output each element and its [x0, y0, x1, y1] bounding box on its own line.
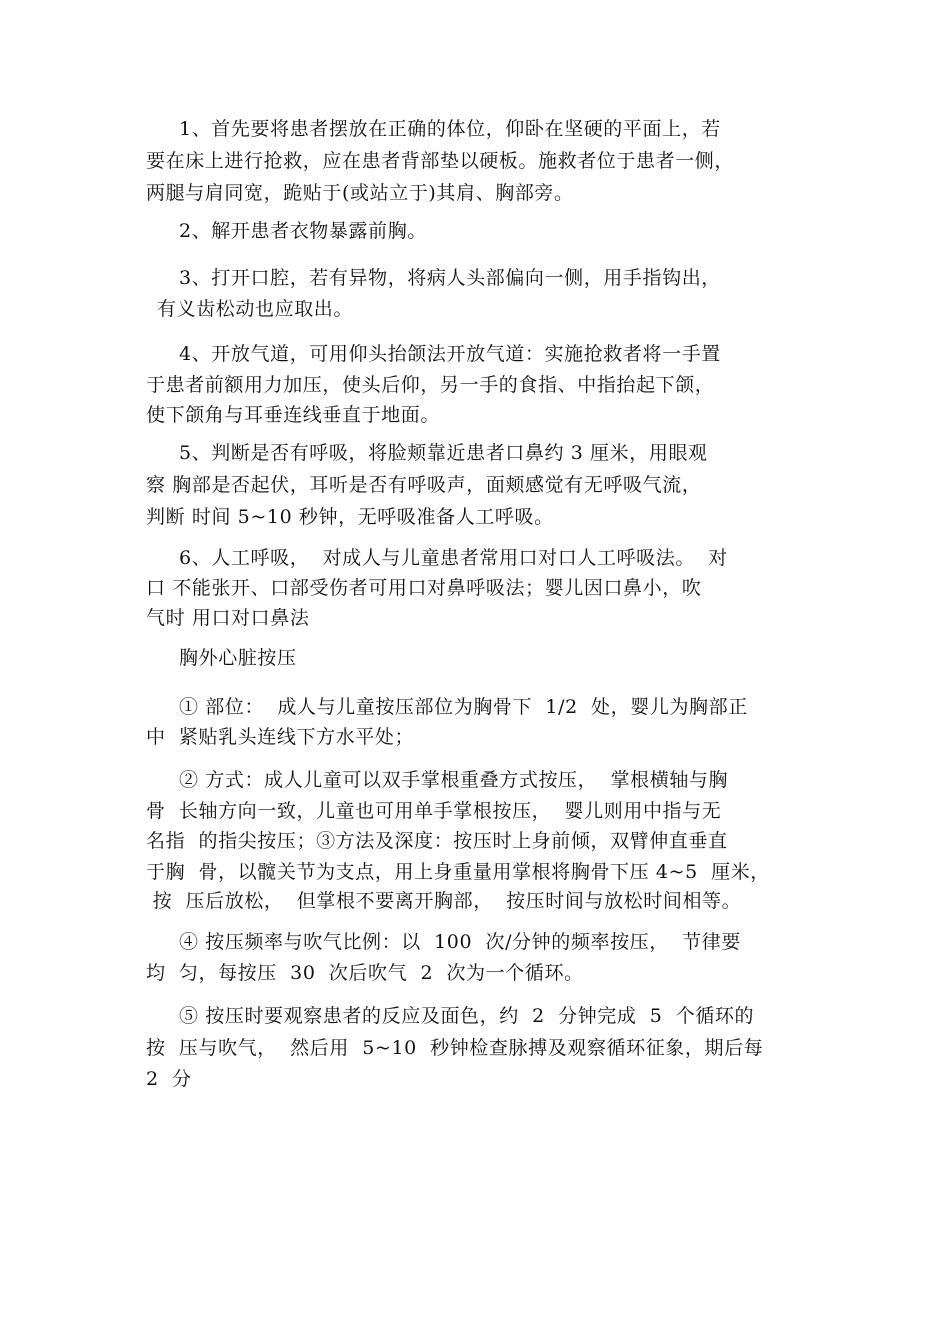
text-line: 4、开放气道，可用仰头抬颌法开放气道：实施抢救者将一手置 — [179, 343, 721, 365]
text-line: 1、首先要将患者摆放在正确的体位，仰卧在坚硬的平面上，若 — [179, 118, 721, 140]
text-line: 使下颌角与耳垂连线垂直于地面。 — [146, 404, 441, 426]
text-line: 判断 时间 5~10 秒钟，无呼吸准备人工呼吸。 — [146, 506, 554, 528]
text-line: 骨 长轴方向一致，儿童也可用单手掌根按压， 婴儿则用中指与无 — [146, 800, 722, 822]
text-line: 2、解开患者衣物暴露前胸。 — [179, 220, 427, 242]
text-line: 3、打开口腔，若有异物，将病人头部偏向一侧，用手指钩出， — [179, 267, 721, 289]
text-line: 气时 用口对口鼻法 — [146, 607, 310, 629]
text-line: 名指 的指尖按压；③方法及深度：按压时上身前倾，双臂伸直垂直 — [146, 830, 728, 852]
text-line: ① 部位： 成人与儿童按压部位为胸骨下 1/2 处，婴儿为胸部正 — [179, 696, 748, 718]
text-line: ⑤ 按压时要观察患者的反应及面色，约 2 分钟完成 5 个循环的 — [179, 1005, 755, 1027]
text-line: 2 分 — [146, 1068, 192, 1090]
heading-text: 胸外心脏按压 — [179, 647, 297, 669]
text-line: 按 压后放松， 但掌根不要离开胸部， 按压时间与放松时间相等。 — [146, 890, 742, 912]
text-line: 5、判断是否有呼吸，将脸颊靠近患者口鼻约 3 厘米，用眼观 — [179, 442, 708, 464]
text-line: 均 匀，每按压 30 次后吹气 2 次为一个循环。 — [146, 962, 584, 984]
text-line: ④ 按压频率与吹气比例：以 100 次/分钟的频率按压， 节律要 — [179, 931, 741, 953]
text-line: 察 胸部是否起伏，耳听是否有呼吸声，面颊感觉有无呼吸气流， — [146, 474, 702, 496]
text-line: 要在床上进行抢救，应在患者背部垫以硬板。施救者位于患者一侧， — [146, 150, 735, 172]
text-line: 口 不能张开、口部受伤者可用口对鼻呼吸法；婴儿因口鼻小，吹 — [146, 577, 702, 599]
text-line: ② 方式：成人儿童可以双手掌根重叠方式按压， 掌根横轴与胸 — [179, 769, 729, 791]
text-line: 中 紧贴乳头连线下方水平处； — [146, 726, 415, 748]
text-line: 按 压与吹气， 然后用 5~10 秒钟检查脉搏及观察循环征象，期后每 — [146, 1037, 764, 1059]
text-line: 于胸 骨，以髋关节为支点，用上身重量用掌根将胸骨下压 4~5 厘米， — [146, 861, 770, 883]
text-line: 两腿与肩同宽，跪贴于(或站立于)其肩、胸部旁。 — [146, 182, 574, 204]
text-line: 6、人工呼吸， 对成人与儿童患者常用口对口人工呼吸法。 对 — [179, 547, 728, 569]
text-line: 于患者前额用力加压，使头后仰，另一手的食指、中指抬起下颌， — [146, 374, 715, 396]
text-line: 有义齿松动也应取出。 — [157, 298, 354, 320]
